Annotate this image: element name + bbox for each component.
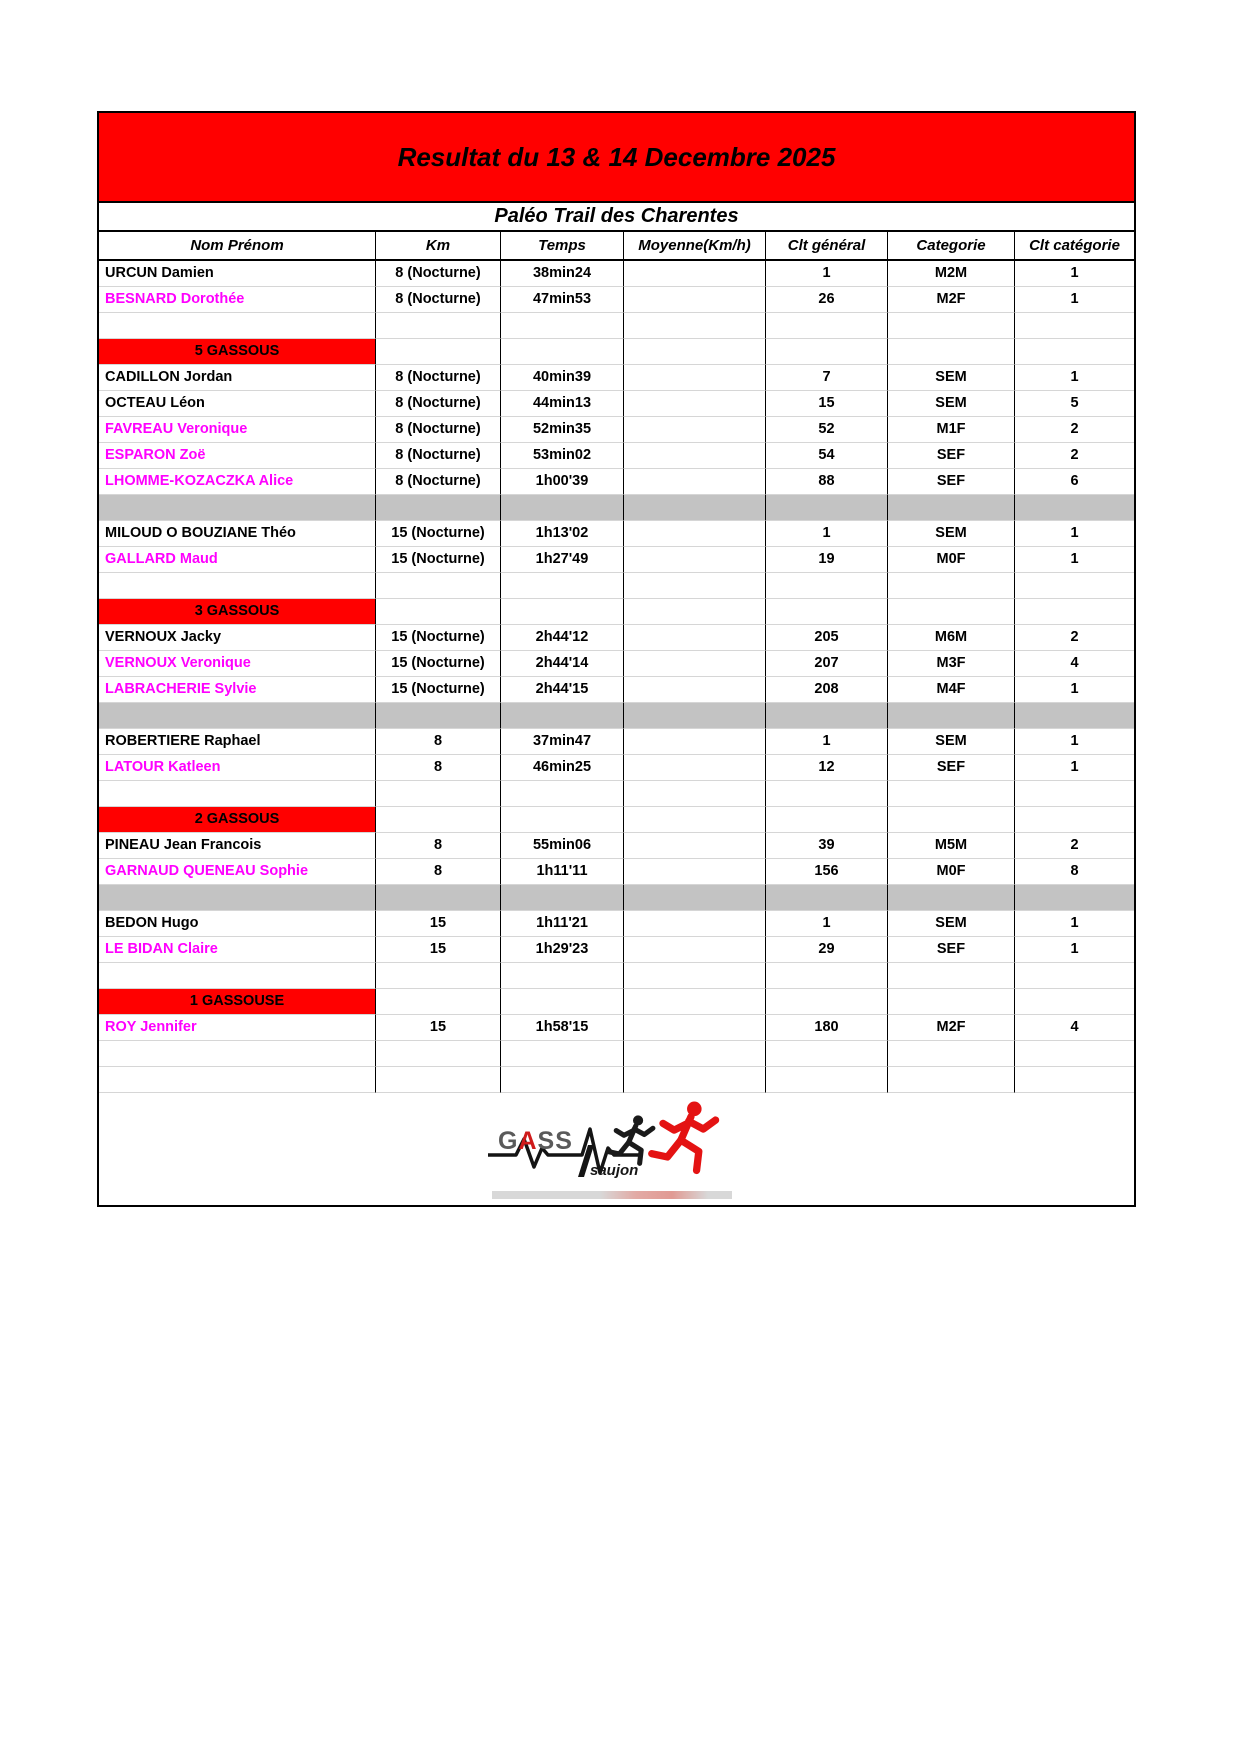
- cell-clt_general: [765, 885, 887, 911]
- table-row: [99, 521, 1134, 547]
- table-row: [99, 417, 1134, 443]
- cell-categorie: [887, 339, 1014, 365]
- separator-row: [99, 885, 1134, 911]
- cell-clt_categorie: [1014, 1041, 1134, 1067]
- table-row: [99, 547, 1134, 573]
- cell-moyenne: [623, 807, 765, 833]
- cell-clt_general: 1: [765, 911, 887, 937]
- cell-name: MILOUD O BOUZIANE Théo: [99, 521, 375, 547]
- cell-km: 15 (Nocturne): [375, 651, 500, 677]
- cell-categorie: SEF: [887, 937, 1014, 963]
- cell-moyenne: [623, 261, 765, 287]
- cell-categorie: SEM: [887, 365, 1014, 391]
- cell-name: CADILLON Jordan: [99, 365, 375, 391]
- cell-km: [375, 599, 500, 625]
- cell-moyenne: [623, 313, 765, 339]
- cell-km: 8 (Nocturne): [375, 443, 500, 469]
- cell-km: 8 (Nocturne): [375, 417, 500, 443]
- cell-clt_general: 180: [765, 1015, 887, 1041]
- cell-km: 8 (Nocturne): [375, 469, 500, 495]
- cell-name: LHOMME-KOZACZKA Alice: [99, 469, 375, 495]
- cell-clt_general: 54: [765, 443, 887, 469]
- cell-temps: 47min53: [500, 287, 623, 313]
- logo-saujon-text: saujon: [589, 1162, 638, 1179]
- section-label: 1 GASSOUSE: [99, 989, 375, 1015]
- cell-clt_categorie: [1014, 703, 1134, 729]
- cell-name: BEDON Hugo: [99, 911, 375, 937]
- cell-categorie: SEF: [887, 755, 1014, 781]
- table-row: [99, 859, 1134, 885]
- table-row: [99, 391, 1134, 417]
- cell-clt_categorie: [1014, 599, 1134, 625]
- column-header: Nom Prénom: [190, 237, 284, 254]
- cell-categorie: M1F: [887, 417, 1014, 443]
- cell-categorie: SEF: [887, 469, 1014, 495]
- cell-clt_general: 26: [765, 287, 887, 313]
- cell-temps: 1h13'02: [500, 521, 623, 547]
- cell-km: 8: [375, 729, 500, 755]
- cell-moyenne: [623, 443, 765, 469]
- table-row: [99, 287, 1134, 313]
- cell-clt_categorie: [1014, 573, 1134, 599]
- cell-clt_categorie: 8: [1014, 859, 1134, 885]
- page-title: Resultat du 13 & 14 Decembre 2025: [397, 141, 836, 172]
- cell-name: [99, 963, 375, 989]
- cell-categorie: M0F: [887, 859, 1014, 885]
- empty-row: [99, 963, 1134, 989]
- cell-name: [99, 313, 375, 339]
- cell-temps: [500, 781, 623, 807]
- cell-km: 15 (Nocturne): [375, 625, 500, 651]
- table-row: [99, 911, 1134, 937]
- table-row: [99, 261, 1134, 287]
- column-header: Km: [375, 232, 500, 259]
- empty-row: [99, 313, 1134, 339]
- cell-name: ROY Jennifer: [99, 1015, 375, 1041]
- cell-clt_categorie: 4: [1014, 651, 1134, 677]
- cell-km: 15 (Nocturne): [375, 521, 500, 547]
- separator-row: [99, 495, 1134, 521]
- separator-row: [99, 703, 1134, 729]
- cell-clt_categorie: [1014, 313, 1134, 339]
- cell-clt_categorie: 2: [1014, 833, 1134, 859]
- cell-temps: 1h00'39: [500, 469, 623, 495]
- cell-clt_general: 1: [765, 521, 887, 547]
- cell-clt_general: [765, 781, 887, 807]
- cell-moyenne: [623, 755, 765, 781]
- cell-clt_general: [765, 1041, 887, 1067]
- table-row: [99, 729, 1134, 755]
- cell-temps: 2h44'14: [500, 651, 623, 677]
- cell-categorie: [887, 989, 1014, 1015]
- cell-name: ESPARON Zoë: [99, 443, 375, 469]
- cell-km: [375, 885, 500, 911]
- logo-section: [99, 1093, 1134, 1205]
- cell-temps: [500, 495, 623, 521]
- cell-km: 8 (Nocturne): [375, 287, 500, 313]
- cell-clt_categorie: 1: [1014, 937, 1134, 963]
- cell-clt_general: 208: [765, 677, 887, 703]
- cell-moyenne: [623, 365, 765, 391]
- cell-moyenne: [623, 521, 765, 547]
- table-row: [99, 469, 1134, 495]
- column-header: Clt catégorie: [1014, 232, 1134, 259]
- cell-clt_categorie: 1: [1014, 287, 1134, 313]
- empty-row: [99, 1041, 1134, 1067]
- cell-name: VERNOUX Veronique: [99, 651, 375, 677]
- cell-moyenne: [623, 339, 765, 365]
- cell-name: LABRACHERIE Sylvie: [99, 677, 375, 703]
- cell-clt_categorie: 5: [1014, 391, 1134, 417]
- section-label: 2 GASSOUS: [99, 807, 375, 833]
- cell-temps: 52min35: [500, 417, 623, 443]
- cell-moyenne: [623, 391, 765, 417]
- column-header: Clt général: [765, 232, 887, 259]
- table-row: [99, 651, 1134, 677]
- cell-km: [375, 313, 500, 339]
- section-row: [99, 599, 1134, 625]
- cell-name: PINEAU Jean Francois: [99, 833, 375, 859]
- table-row: [99, 755, 1134, 781]
- cell-temps: [500, 313, 623, 339]
- cell-categorie: M0F: [887, 547, 1014, 573]
- cell-name: GALLARD Maud: [99, 547, 375, 573]
- cell-categorie: [887, 599, 1014, 625]
- table-header-row: [99, 232, 1134, 261]
- section-row: [99, 339, 1134, 365]
- cell-clt_categorie: 1: [1014, 521, 1134, 547]
- cell-km: 8: [375, 833, 500, 859]
- cell-km: [375, 989, 500, 1015]
- results-document: [97, 111, 1136, 1207]
- cell-categorie: [887, 781, 1014, 807]
- cell-name: BESNARD Dorothée: [99, 287, 375, 313]
- cell-temps: [500, 703, 623, 729]
- cell-clt_general: [765, 599, 887, 625]
- event-subtitle: Paléo Trail des Charentes: [99, 203, 1134, 232]
- cell-categorie: [887, 495, 1014, 521]
- cell-categorie: [887, 1041, 1014, 1067]
- cell-moyenne: [623, 469, 765, 495]
- column-header: Moyenne(Km/h): [623, 232, 765, 259]
- table-row: [99, 1015, 1134, 1041]
- cell-km: [375, 1041, 500, 1067]
- cell-categorie: M6M: [887, 625, 1014, 651]
- cell-name: URCUN Damien: [99, 261, 375, 287]
- cell-temps: 53min02: [500, 443, 623, 469]
- cell-categorie: [887, 885, 1014, 911]
- cell-clt_categorie: 6: [1014, 469, 1134, 495]
- section-label: 3 GASSOUS: [99, 599, 375, 625]
- cell-temps: [500, 885, 623, 911]
- cell-temps: 1h58'15: [500, 1015, 623, 1041]
- section-label: 5 GASSOUS: [99, 339, 375, 365]
- cell-temps: 38min24: [500, 261, 623, 287]
- logo-gass-text: GASS: [497, 1127, 573, 1155]
- logo-reflection-bar: [492, 1191, 732, 1199]
- cell-km: 8: [375, 859, 500, 885]
- cell-clt_categorie: 1: [1014, 677, 1134, 703]
- cell-km: [375, 573, 500, 599]
- cell-categorie: M2F: [887, 1015, 1014, 1041]
- cell-clt_general: 19: [765, 547, 887, 573]
- cell-moyenne: [623, 599, 765, 625]
- cell-temps: [500, 339, 623, 365]
- cell-moyenne: [623, 833, 765, 859]
- table-row: [99, 677, 1134, 703]
- cell-clt_general: 29: [765, 937, 887, 963]
- cell-temps: [500, 1041, 623, 1067]
- cell-moyenne: [623, 1041, 765, 1067]
- cell-name: [99, 885, 375, 911]
- gass-saujon-logo: [482, 1093, 752, 1205]
- cell-categorie: M2F: [887, 287, 1014, 313]
- cell-name: OCTEAU Léon: [99, 391, 375, 417]
- cell-clt_general: 156: [765, 859, 887, 885]
- cell-categorie: SEM: [887, 729, 1014, 755]
- cell-km: 8 (Nocturne): [375, 391, 500, 417]
- cell-clt_categorie: [1014, 339, 1134, 365]
- cell-categorie: [887, 1067, 1014, 1093]
- section-row: [99, 989, 1134, 1015]
- cell-categorie: M2M: [887, 261, 1014, 287]
- cell-km: 15: [375, 911, 500, 937]
- cell-name: ROBERTIERE Raphael: [99, 729, 375, 755]
- cell-clt_general: [765, 703, 887, 729]
- cell-clt_general: 1: [765, 729, 887, 755]
- cell-moyenne: [623, 859, 765, 885]
- cell-clt_categorie: [1014, 807, 1134, 833]
- cell-clt_general: [765, 1067, 887, 1093]
- cell-name: [99, 495, 375, 521]
- cell-moyenne: [623, 911, 765, 937]
- cell-moyenne: [623, 677, 765, 703]
- section-row: [99, 807, 1134, 833]
- cell-name: [99, 703, 375, 729]
- cell-moyenne: [623, 495, 765, 521]
- cell-temps: [500, 807, 623, 833]
- empty-row: [99, 573, 1134, 599]
- cell-clt_categorie: 1: [1014, 547, 1134, 573]
- cell-name: [99, 573, 375, 599]
- cell-clt_categorie: [1014, 495, 1134, 521]
- cell-moyenne: [623, 651, 765, 677]
- cell-categorie: M5M: [887, 833, 1014, 859]
- cell-km: 8 (Nocturne): [375, 261, 500, 287]
- cell-categorie: [887, 573, 1014, 599]
- cell-clt_categorie: 1: [1014, 729, 1134, 755]
- cell-clt_general: 205: [765, 625, 887, 651]
- cell-clt_general: 39: [765, 833, 887, 859]
- cell-moyenne: [623, 937, 765, 963]
- cell-km: 15: [375, 937, 500, 963]
- cell-clt_general: 12: [765, 755, 887, 781]
- cell-clt_categorie: 1: [1014, 365, 1134, 391]
- cell-temps: [500, 989, 623, 1015]
- cell-clt_categorie: 1: [1014, 911, 1134, 937]
- cell-temps: 1h11'21: [500, 911, 623, 937]
- cell-clt_categorie: 4: [1014, 1015, 1134, 1041]
- cell-clt_general: [765, 495, 887, 521]
- cell-moyenne: [623, 885, 765, 911]
- cell-name: FAVREAU Veronique: [99, 417, 375, 443]
- cell-clt_categorie: 2: [1014, 443, 1134, 469]
- cell-temps: [500, 1067, 623, 1093]
- cell-name: VERNOUX Jacky: [99, 625, 375, 651]
- table-row: [99, 937, 1134, 963]
- cell-name: [99, 1041, 375, 1067]
- cell-km: [375, 807, 500, 833]
- cell-categorie: [887, 703, 1014, 729]
- cell-categorie: M4F: [887, 677, 1014, 703]
- table-row: [99, 625, 1134, 651]
- cell-moyenne: [623, 573, 765, 599]
- cell-clt_categorie: 1: [1014, 755, 1134, 781]
- cell-categorie: [887, 963, 1014, 989]
- cell-clt_general: [765, 313, 887, 339]
- column-header: Temps: [500, 232, 623, 259]
- results-table-body: [99, 261, 1134, 1093]
- cell-clt_categorie: 1: [1014, 261, 1134, 287]
- cell-km: [375, 703, 500, 729]
- cell-clt_general: 1: [765, 261, 887, 287]
- cell-km: [375, 1067, 500, 1093]
- cell-moyenne: [623, 703, 765, 729]
- cell-clt_general: 207: [765, 651, 887, 677]
- cell-clt_categorie: [1014, 963, 1134, 989]
- cell-clt_categorie: [1014, 781, 1134, 807]
- table-row: [99, 365, 1134, 391]
- cell-temps: 46min25: [500, 755, 623, 781]
- table-row: [99, 443, 1134, 469]
- cell-name: [99, 1067, 375, 1093]
- cell-moyenne: [623, 1067, 765, 1093]
- cell-km: [375, 781, 500, 807]
- cell-clt_general: [765, 989, 887, 1015]
- cell-moyenne: [623, 547, 765, 573]
- cell-categorie: M3F: [887, 651, 1014, 677]
- cell-temps: 44min13: [500, 391, 623, 417]
- cell-moyenne: [623, 989, 765, 1015]
- cell-moyenne: [623, 781, 765, 807]
- cell-temps: 1h29'23: [500, 937, 623, 963]
- cell-moyenne: [623, 625, 765, 651]
- cell-km: 15 (Nocturne): [375, 547, 500, 573]
- cell-categorie: SEF: [887, 443, 1014, 469]
- cell-temps: [500, 963, 623, 989]
- cell-moyenne: [623, 417, 765, 443]
- cell-clt_general: 15: [765, 391, 887, 417]
- cell-categorie: SEM: [887, 521, 1014, 547]
- cell-temps: 2h44'15: [500, 677, 623, 703]
- cell-moyenne: [623, 287, 765, 313]
- cell-temps: [500, 573, 623, 599]
- cell-clt_general: [765, 573, 887, 599]
- cell-categorie: SEM: [887, 911, 1014, 937]
- cell-clt_general: 88: [765, 469, 887, 495]
- empty-row: [99, 1067, 1134, 1093]
- cell-km: [375, 339, 500, 365]
- cell-km: [375, 963, 500, 989]
- cell-km: [375, 495, 500, 521]
- cell-km: 8: [375, 755, 500, 781]
- title-banner: [99, 113, 1134, 203]
- table-row: [99, 833, 1134, 859]
- red-runner-icon: [651, 1102, 715, 1171]
- cell-clt_categorie: [1014, 885, 1134, 911]
- cell-categorie: [887, 313, 1014, 339]
- cell-temps: 2h44'12: [500, 625, 623, 651]
- cell-temps: 1h11'11: [500, 859, 623, 885]
- cell-temps: 1h27'49: [500, 547, 623, 573]
- cell-categorie: SEM: [887, 391, 1014, 417]
- cell-clt_categorie: [1014, 989, 1134, 1015]
- cell-clt_categorie: 2: [1014, 625, 1134, 651]
- cell-moyenne: [623, 963, 765, 989]
- cell-clt_general: [765, 963, 887, 989]
- empty-row: [99, 781, 1134, 807]
- cell-moyenne: [623, 729, 765, 755]
- cell-name: LATOUR Katleen: [99, 755, 375, 781]
- cell-temps: 40min39: [500, 365, 623, 391]
- cell-temps: [500, 599, 623, 625]
- cell-km: 15 (Nocturne): [375, 677, 500, 703]
- cell-temps: 37min47: [500, 729, 623, 755]
- cell-km: 15: [375, 1015, 500, 1041]
- cell-clt_general: 52: [765, 417, 887, 443]
- cell-clt_categorie: [1014, 1067, 1134, 1093]
- cell-name: LE BIDAN Claire: [99, 937, 375, 963]
- cell-km: 8 (Nocturne): [375, 365, 500, 391]
- cell-name: [99, 781, 375, 807]
- cell-categorie: [887, 807, 1014, 833]
- column-header: Categorie: [887, 232, 1014, 259]
- cell-clt_general: [765, 339, 887, 365]
- cell-clt_categorie: 2: [1014, 417, 1134, 443]
- cell-moyenne: [623, 1015, 765, 1041]
- cell-name: GARNAUD QUENEAU Sophie: [99, 859, 375, 885]
- cell-clt_general: 7: [765, 365, 887, 391]
- cell-clt_general: [765, 807, 887, 833]
- cell-temps: 55min06: [500, 833, 623, 859]
